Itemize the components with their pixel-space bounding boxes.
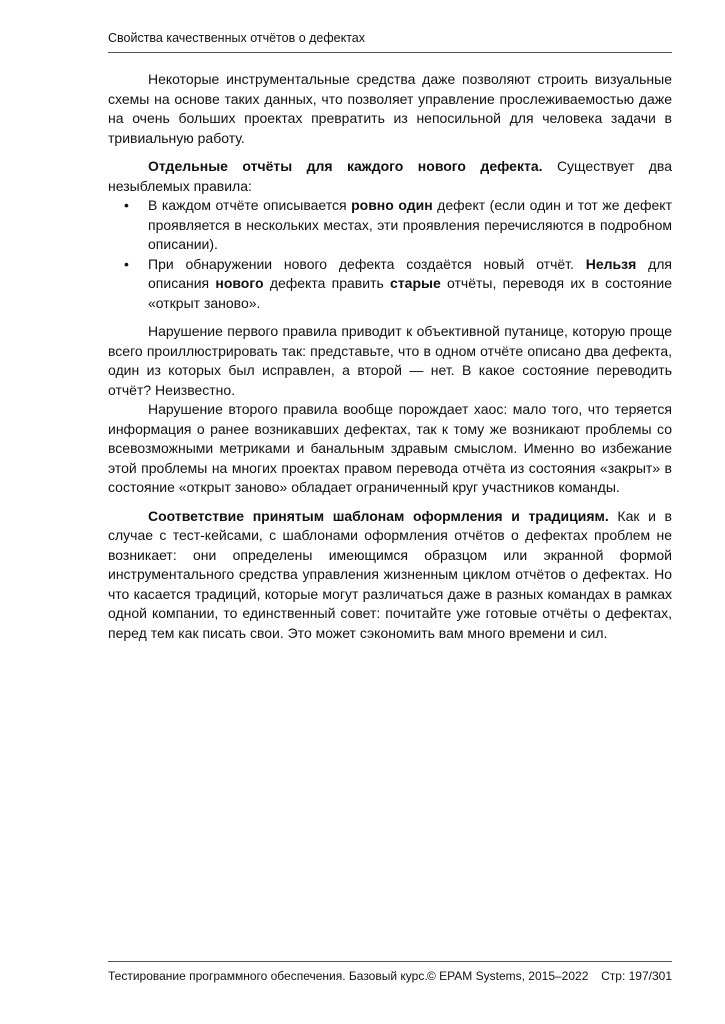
- list-item-text: дефект (если один и тот же дефект проявляется в нескольких местах, эти проявления перечисляются в подробном описании).: [148, 197, 672, 252]
- rules-list: [108, 196, 672, 313]
- paragraph-second-rule-violation: Нарушение второго правила вообще порождает хаос: мало того, что теряется информация о ранее возникавших дефектах, так к тому же возникают проблемы со всевозможными метриками и банальным здравым смыслом. Именно во избежание этой проблемы на многих проектах правом перевода отчёта из состояния «закрыт» в состояние «открыт заново» обладает ограниченный круг участников команды.: [108, 401, 672, 495]
- heading-templates: Соответствие принятым шаблонам оформления и традициям.: [148, 507, 609, 524]
- list-item-emphasis: старые: [390, 275, 441, 291]
- header-title: Свойства качественных отчётов о дефектах: [108, 31, 366, 45]
- heading-separate-reports: Отдельные отчёты для каждого нового дефекта.: [148, 158, 543, 174]
- page-content: [108, 70, 672, 643]
- list-item: [108, 255, 672, 314]
- paragraph-separate-reports-text: Существует два незыблемых правила:: [108, 158, 673, 194]
- list-item: [108, 196, 672, 255]
- footer-course-title: Тестирование программного обеспечения. Базовый курс.: [108, 969, 428, 983]
- list-item-text: В каждом отчёте описывается: [148, 197, 352, 213]
- list-item-text: При обнаружении нового дефекта создаётся новый отчёт.: [148, 255, 586, 272]
- list-item-text: дефекта править: [263, 275, 391, 291]
- list-item-emphasis: ровно один: [351, 197, 433, 213]
- list-item-text: для описания: [148, 255, 672, 291]
- page-header: [108, 30, 672, 53]
- paragraph-separate-reports: [108, 157, 672, 196]
- footer-copyright: © EPAM Systems, 2015–2022: [427, 969, 589, 983]
- list-item-text: отчёты, переводя их в состояние «открыт заново».: [148, 275, 672, 311]
- list-item-emphasis: нового: [215, 275, 264, 291]
- paragraph-templates-text: Как и в случае с тест-кейсами, с шаблонами оформления отчётов о дефектах проблем не возникает: они определены имеющимся образцом или экранной формой инструментального средства управления жизненным циклом отчётов о дефектах. Но что касается традиций, которые могут различаться даже в разных командах в рамках одной компании, то единственный совет: почитайте уже готовые отчёты о дефектах, перед тем как писать свои. Это может сэкономить вам много времени и сил.: [108, 507, 672, 641]
- footer-page-number: Стр: 197/301: [601, 969, 672, 983]
- paragraph-templates: [108, 507, 672, 644]
- paragraph-traceability: Некоторые инструментальные средства даже позволяют строить визуальные схемы на основе таких данных, что позволяет управление прослеживаемостью даже на очень больших проектах превратить из непосильной для человека задачи в тривиальную работу.: [108, 71, 672, 146]
- list-item-emphasis: Нельзя: [585, 255, 637, 272]
- page-footer: [108, 961, 672, 983]
- paragraph-first-rule-violation: Нарушение первого правила приводит к объективной путанице, которую проще всего проиллюстрировать так: представьте, что в одном отчёте описано два дефекта, один из которых был исправлен, а второй — нет. В какое состояние переводить отчёт? Неизвестно.: [108, 323, 672, 398]
